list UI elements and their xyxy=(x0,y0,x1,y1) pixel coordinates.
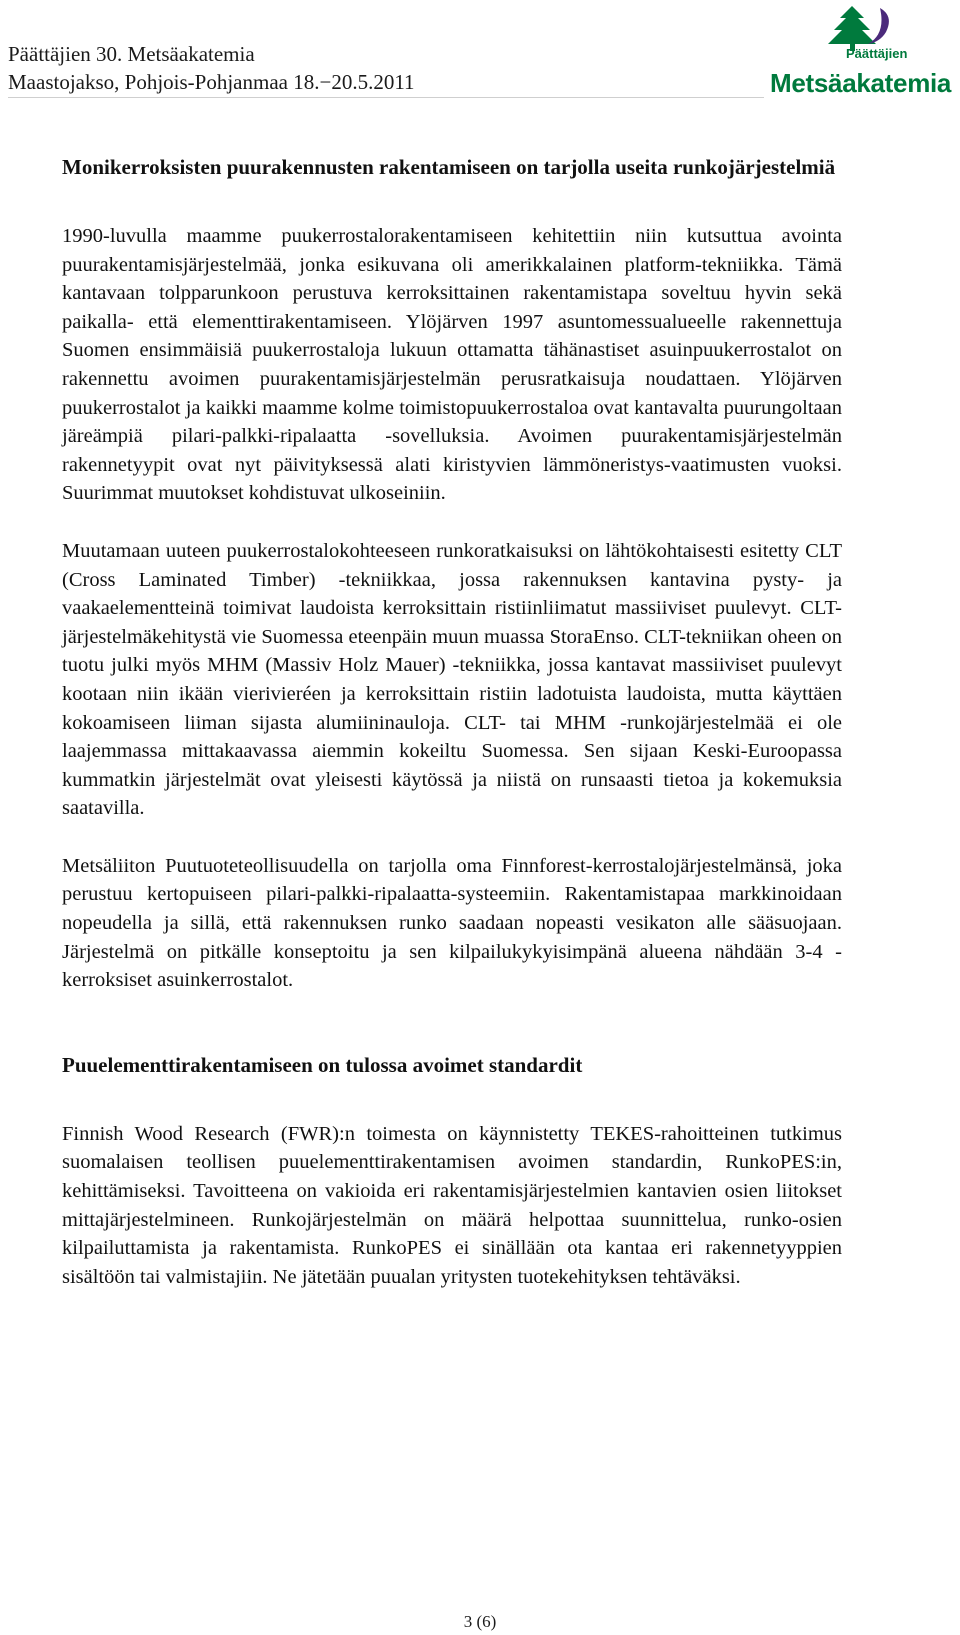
section-heading: Monikerroksisten puurakennusten rakentamiseen on tarjolla useita runkojärjestelmiä xyxy=(62,155,836,179)
spruce-tree-icon xyxy=(824,2,910,52)
paragraph: 1990-luvulla maamme puukerrostalorakentamiseen kehitettiin niin kutsuttua avointa puurakentamisjärjestelmää, jonka esikuvana oli amerikkalainen platform-tekniikka. Tämä kantavaan tolpparunkoon perustuva kerroksittainen rakentamistapa soveltuu hyvin sekä paikalla- että elementtirakentamiseen. Ylöjärven 1997 asuntomessualueelle rakennettuja Suomen ensimmäisiä puukerrostaloja lukuun ottamatta tähänastiset asuinpuukerrostalot on rakennettu avoimen puurakentamisjärjestelmän perusratkaisuja noudattaen. Ylöjärven puukerrostalot ja kaikki maamme kolme toimistopuukerrostaloa ovat kantavalta puurungoltaan järeämpiä pilari-palkki-ripalaatta -sovelluksia. Avoimen puurakentamisjärjestelmän rakennetyypit ovat nyt päivityksessä alati kiristyvien lämmöneristys-vaatimusten vuoksi. Suurimmat muutokset kohdistuvat ulkoseiniin. xyxy=(62,225,842,505)
paragraph: Muutamaan uuteen puukerrostalokohteeseen runkoratkaisuksi on lähtökohtaisesti esitetty CLT (Cross Laminated Timber) -tekniikkaa, jossa rakennuksen kantavina pysty- ja vaakaelementteinä toimivat laudoista kerroksittain ristiinliimatut massiiviset puulevyt. CLT-järjestelmäkehitystä vie Suomessa eteenpäin muun muassa StoraEnso. CLT-tekniikan oheen on tuotu julki myös MHM (Massiv Holz Mauer) -tekniikka, jossa kantavat massiiviset puulevyt kootaan niin ikään vierivieréen ja kerroksittain ristiin ladotuista laudoista, mutta käyttäen kokoamiseen liiman sijasta alumiininauloja. CLT- tai MHM -runkojärjestelmää ei ole laajemmassa mittakaavassa aiemmin kokeiltu Suomessa. Sen sijaan Keski-Euroopassa kummatkin järjestelmät ovat yleisesti käytössä ja niistä on runsaasti tietoa ja kokemuksia saatavilla. xyxy=(62,539,842,820)
paragraph: Finnish Wood Research (FWR):n toimesta on käynnistetty TEKES-rahoitteinen tutkimus suomalaisen teollisen puuelementtirakentamisen avoimen standardin, RunkoPES:in, kehittämiseksi. Tavoitteena on vakioida eri rakentamisjärjestelmien kantavien osien liitokset mittajärjestelmineen. Runkojärjestelmän on määrä helpottaa suunnittelua, runko-osien kilpailuttamista ja rakentamista. RunkoPES ei sinällään ota kantaa eri rakennetyyppien sisältöön tai valmistajiin. Ne jätetään puualan yritysten tuotekehityksen tehtäväksi. xyxy=(62,1122,842,1288)
header-event-title: Päättäjien 30. Metsäakatemia xyxy=(8,42,255,66)
section-avoimet-standardit xyxy=(62,1051,842,1292)
metsaakatemia-logo xyxy=(768,2,958,98)
page-header xyxy=(0,0,960,100)
section-runkojarjestelmat xyxy=(62,153,842,995)
article-body xyxy=(62,153,842,1291)
paragraph: Metsäliiton Puutuoteteollisuudella on tarjolla oma Finnforest-kerrostalojärjestelmänsä, joka perustuu kertopuiseen pilari-palkki-ripalaatta-systeemiin. Rakentamistapaa markkinoidaan nopeudella ja sillä, että rakennuksen runko saadaan nopeasti vesikaton alle sääsuojaan. Järjestelmä on pitkälle konseptoitu ja sen kilpailukykyisimpänä alueena nähdään 3-4 -kerroksiset asuinkerrostalot. xyxy=(62,854,842,992)
page-number: 3 (6) xyxy=(463,1612,497,1631)
header-event-subtitle: Maastojakso, Pohjois-Pohjanmaa 18.−20.5.2011 xyxy=(8,70,415,94)
section-heading: Puuelementtirakentamiseen on tulossa avoimet standardit xyxy=(62,1052,583,1077)
logo-big-text: Metsäakatemia xyxy=(770,68,952,98)
logo-small-text: Päättäjien xyxy=(846,46,908,61)
header-text xyxy=(8,40,415,96)
header-divider xyxy=(8,97,764,98)
